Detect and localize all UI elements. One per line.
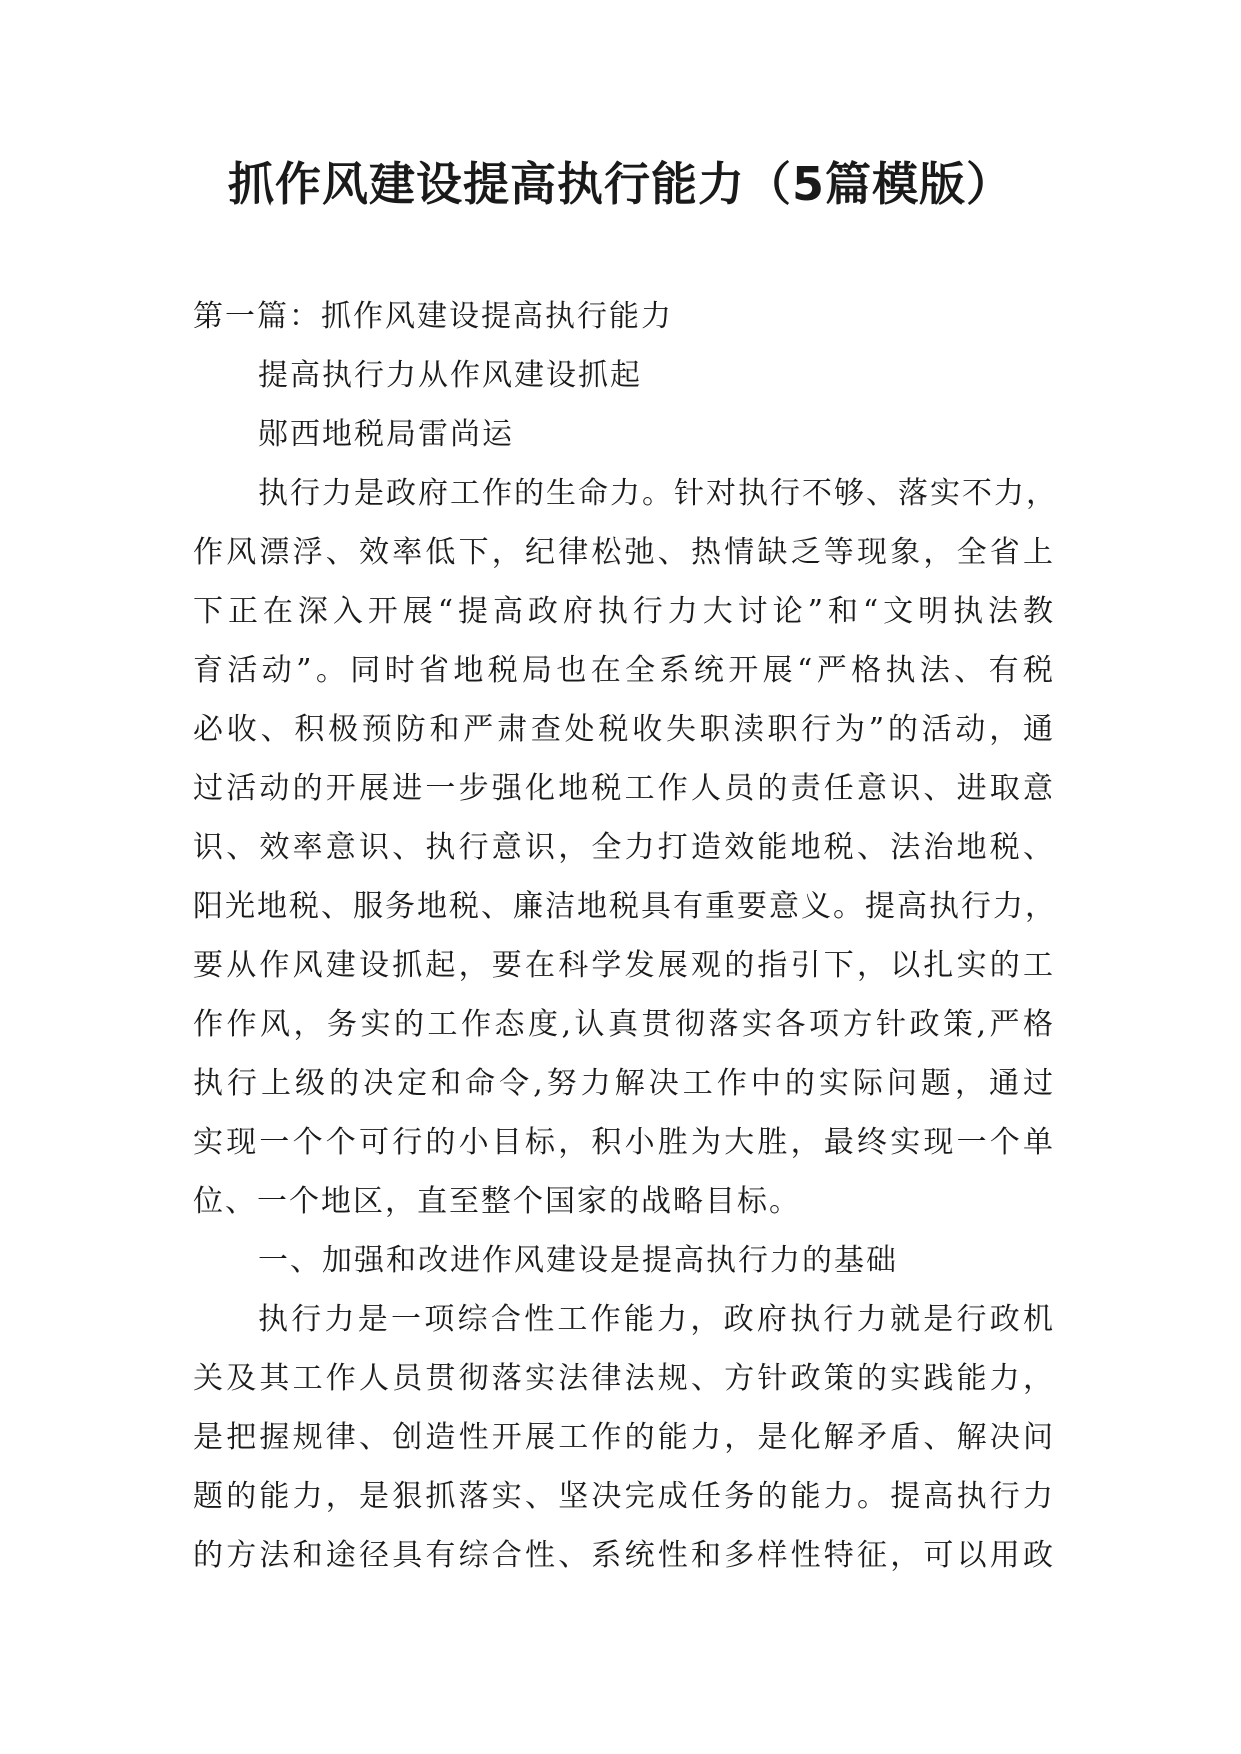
body-line: 题的能力，是狠抓落实、坚决完成任务的能力。提高执行力 — [193, 1479, 1055, 1514]
body-line: 位、一个地区，直至整个国家的战略目标。 — [193, 1184, 801, 1219]
body-line: 必收、积极预防和严肃查处税收失职渎职行为”的活动，通 — [193, 712, 1055, 747]
body-line: 过活动的开展进一步强化地税工作人员的责任意识、进取意 — [193, 771, 1055, 806]
body-line: 是把握规律、创造性开展工作的能力，是化解矛盾、解决问 — [193, 1420, 1055, 1455]
body-line: 识、效率意识、执行意识，全力打造效能地税、法治地税、 — [193, 830, 1055, 865]
body-line: 作作风，务实的工作态度,认真贯彻落实各项方针政策,严格 — [193, 1007, 1055, 1042]
body-line: 郧西地税局雷尚运 — [258, 417, 514, 452]
body-line: 一、加强和改进作风建设是提高执行力的基础 — [258, 1243, 898, 1278]
body-line: 要从作风建设抓起，要在科学发展观的指引下，以扎实的工 — [193, 948, 1055, 983]
body-line: 阳光地税、服务地税、廉洁地税具有重要意义。提高执行力， — [193, 889, 1057, 924]
body-line: 关及其工作人员贯彻落实法律法规、方针政策的实践能力， — [193, 1361, 1055, 1396]
document-body — [193, 287, 1058, 1585]
body-line: 执行力是政府工作的生命力。针对执行不够、落实不力， — [258, 476, 1058, 511]
body-line: 作风漂浮、效率低下，纪律松弛、热情缺乏等现象，全省上 — [193, 535, 1055, 570]
body-line: 下正在深入开展“提高政府执行力大讨论”和“文明执法教 — [193, 594, 1055, 629]
body-line: 实现一个个可行的小目标，积小胜为大胜，最终实现一个单 — [193, 1125, 1055, 1160]
document-title: 抓作风建设提高执行能力（5篇模版） — [227, 157, 1013, 211]
body-line: 执行上级的决定和命令,努力解决工作中的实际问题，通过 — [193, 1066, 1055, 1101]
body-line: 提高执行力从作风建设抓起 — [258, 358, 642, 393]
body-line: 育活动”。同时省地税局也在全系统开展“严格执法、有税 — [193, 653, 1055, 688]
body-line: 第一篇：抓作风建设提高执行能力 — [193, 299, 673, 334]
body-line: 执行力是一项综合性工作能力，政府执行力就是行政机 — [258, 1302, 1055, 1337]
body-line: 的方法和途径具有综合性、系统性和多样性特征，可以用政 — [193, 1538, 1055, 1573]
